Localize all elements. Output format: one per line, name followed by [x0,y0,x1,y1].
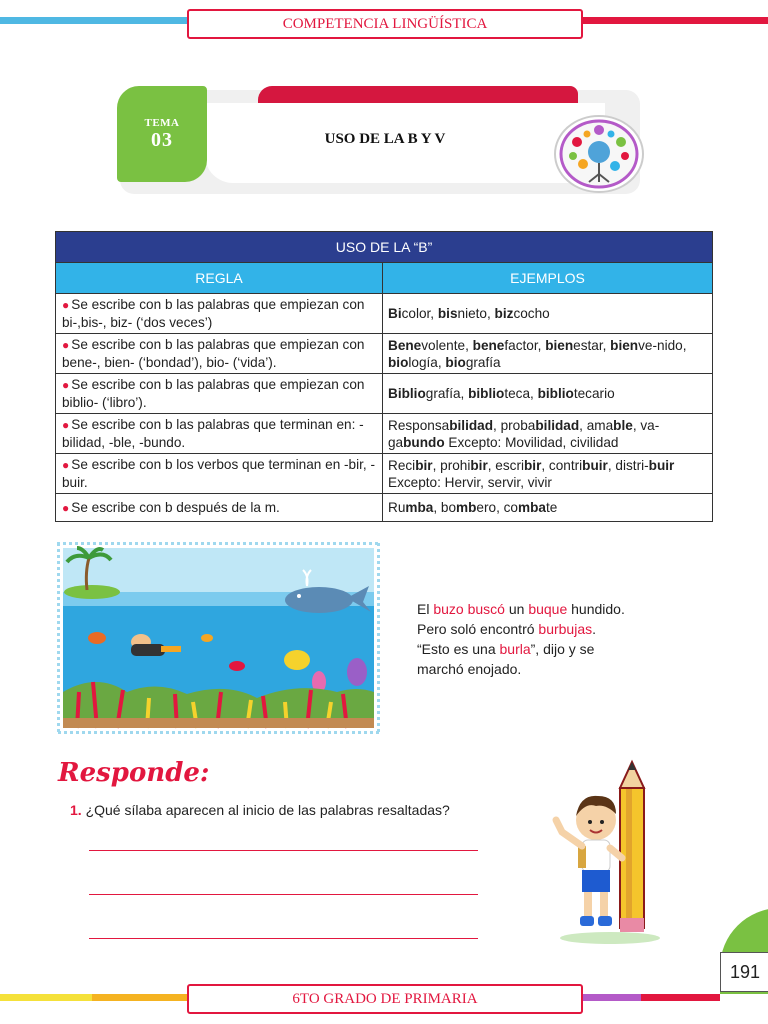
text-segment: un [504,601,529,617]
responde-heading: Responde: [58,758,210,788]
highlight-syllable: mb [456,500,477,515]
highlight-syllable: Bene [388,337,422,353]
highlight-syllable: mba [405,500,434,515]
examples-cell [383,334,713,374]
tema-badge [117,86,207,182]
highlight-syllable: ble [613,417,633,433]
text-segment: hundido. [567,601,625,617]
tema-label: TEMA [144,116,180,129]
highlight-syllable: bir [415,457,433,473]
text-segment: Reci [388,457,416,473]
highlight-syllable: bien [610,337,639,353]
highlight-syllable: biblio [468,386,505,401]
table-title: USO DE LA “B” [56,232,713,263]
story-line [417,619,667,639]
highlight-word: buzo [433,601,464,617]
answer-line[interactable] [89,894,478,895]
kid-with-pencil-illustration [540,758,670,948]
table-row [56,294,713,334]
undersea-illustration [57,542,380,734]
highlight-syllable: bene [472,337,505,353]
footer-line-segment [0,994,92,1001]
text-segment: , bo [433,500,457,515]
text-segment: Ru [388,500,406,515]
story-line [417,639,667,659]
text-segment: te [545,500,558,515]
table-row [56,334,713,374]
table-row [56,494,713,522]
footer-title: 6TO GRADO DE PRIMARIA [187,984,583,1014]
text-segment: , distri- [607,457,649,473]
text-segment: , contri [541,457,583,473]
rule-text: Se escribe con b las palabras que empiezan con bi-,bis-, biz- (‘dos veces’) [62,297,365,330]
footer-line-segment [641,994,720,1001]
rules-table [55,231,713,522]
text-segment: , proba [493,417,536,433]
highlight-word: burla [499,641,531,657]
story-line [417,659,667,679]
column-header-rule: REGLA [56,263,383,294]
story-line [417,599,667,619]
answer-line[interactable] [89,938,478,939]
text-segment: logía, [408,354,446,370]
text-segment: “Esto es una [417,641,500,657]
highlight-syllable: bundo [403,434,445,450]
examples-cell [383,454,713,494]
text-segment: Excepto: Movilidad, civilidad [444,434,619,450]
highlight-syllable: bilidad [449,417,494,433]
answer-line[interactable] [89,850,478,851]
text-segment: color, [401,306,438,321]
story-text [417,599,667,679]
header-line-right [580,17,768,24]
text-segment: volente, [421,337,473,353]
highlight-syllable: bio [445,354,466,370]
text-segment: Responsa [388,417,450,433]
examples-cell [383,414,713,454]
text-segment: nieto, [457,306,495,321]
highlight-syllable: buir [648,457,675,473]
highlight-syllable: mba [517,500,546,515]
text-segment: estar, [573,337,611,353]
highlight-syllable: bis [437,306,458,321]
highlight-syllable: buir [582,457,608,473]
text-segment: tecario [573,386,615,401]
text-segment: Pero soló encontró [417,621,539,637]
text-segment: grafía [465,354,501,370]
text-segment: grafía, [425,386,469,401]
highlight-syllable: biblio [537,386,574,401]
header-title: COMPETENCIA LINGÜÍSTICA [187,9,583,39]
rule-text: Se escribe con b las palabras que empiezan con biblio- (‘libro’). [62,377,365,410]
bullet-icon: ● [62,458,70,472]
text-segment: , escri [487,457,524,473]
highlight-syllable: Biblio [388,386,426,401]
bullet-icon: ● [62,500,70,515]
text-segment: , va-ga [388,417,660,450]
text-segment: ve-nido, [638,337,687,353]
question-1 [70,802,450,818]
page-number: 191 [720,952,768,992]
text-segment: El [417,601,434,617]
highlight-syllable: bilidad [535,417,580,433]
text-segment: teca, [504,386,538,401]
rule-text: Se escribe con b las palabras que terminan en: -bilidad, -ble, -bundo. [62,417,364,450]
examples-cell [383,494,713,522]
text-segment: marchó enojado. [417,661,522,677]
question-number: 1. [70,802,82,818]
bullet-icon: ● [62,418,70,432]
bullet-icon: ● [62,378,70,392]
bullet-icon: ● [62,298,70,312]
text-segment: . [592,621,596,637]
examples-cell [383,374,713,414]
topic-title: USO DE LA B Y V [324,131,446,147]
header-line-left [0,17,190,24]
highlight-syllable: biz [494,306,514,321]
footer-line-segment [579,994,641,1001]
text-segment: ero, co [476,500,518,515]
tema-number: 03 [151,128,173,151]
text-segment: cocho [513,306,550,321]
rule-text: Se escribe con b los verbos que terminan en -bir, -buir. [62,457,375,490]
table-row [56,414,713,454]
highlight-syllable: bio [388,354,409,370]
highlight-syllable: Bi [388,306,402,321]
table-row [56,454,713,494]
highlight-syllable: bir [524,457,542,473]
text-segment: , ama [579,417,614,433]
text-segment: , prohi [432,457,471,473]
table-row [56,374,713,414]
footer-line-segment [92,994,188,1001]
column-header-examples: EJEMPLOS [383,263,713,294]
rule-text: Se escribe con b las palabras que empiezan con bene-, bien- (‘bondad’), bio- (‘vida’). [62,337,365,370]
examples-cell [383,294,713,334]
bullet-icon: ● [62,338,70,352]
brain-circle-icon [553,114,645,194]
question-text: ¿Qué sílaba aparecen al inicio de las palabras resaltadas? [85,802,450,818]
highlight-syllable: bir [470,457,488,473]
highlight-syllable: bien [545,337,574,353]
text-segment: ”, dijo y se [530,641,595,657]
text-segment: factor, [504,337,546,353]
highlight-word: buscó [467,601,505,617]
highlight-word: burbujas [538,621,593,637]
highlight-word: buque [528,601,568,617]
text-segment: Excepto: Hervir, servir, vivir [388,474,552,490]
rule-text: Se escribe con b después de la m. [71,499,280,515]
